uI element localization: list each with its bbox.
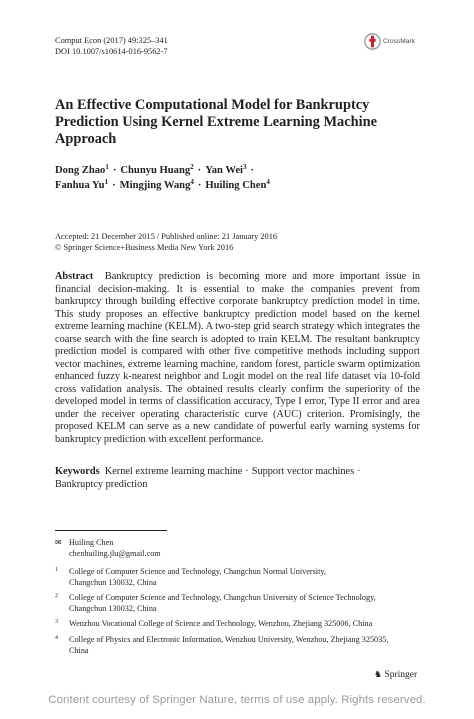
author-name: Huiling Chen (205, 180, 267, 191)
publication-dates (55, 232, 277, 253)
author-separator: · (112, 180, 116, 191)
affiliation-line: Wenzhou Vocational College of Science and Technology, Wenzhou, Zhejiang 325006, China (69, 619, 373, 628)
crossmark-label: CrossMark (383, 38, 415, 45)
affiliation-line: College of Computer Science and Technology, Changchun Normal University, (69, 567, 326, 576)
corresponding-author (55, 538, 161, 559)
author-affiliation-marker: 1 (104, 178, 109, 186)
journal-citation: Comput Econ (2017) 49:325–341 (55, 36, 168, 45)
author-list (55, 163, 425, 193)
keyword-separator: · (357, 466, 361, 477)
affiliation-line: China (69, 645, 89, 655)
keyword: Support vector machines (251, 466, 355, 477)
affiliation-number: 2 (55, 593, 58, 599)
crossmark-badge[interactable] (364, 33, 426, 51)
keyword: Kernel extreme learning machine (104, 466, 243, 477)
abstract (55, 271, 420, 446)
courtesy-notice: Content courtesy of Springer Nature, terms of use apply. Rights reserved. (48, 694, 426, 706)
author-affiliation-marker: 2 (190, 163, 194, 171)
author-line-1 (55, 163, 425, 178)
author-affiliation-marker: 4 (190, 178, 194, 186)
paper-title: An Effective Computational Model for Bankruptcy Prediction Using Kernel Extreme Learning Machine Approach (55, 97, 378, 147)
corresponding-author-email[interactable]: chenhuiling.jlu@gmail.com (69, 548, 161, 558)
author-separator: · (112, 165, 117, 176)
author-name: Mingjing Wang (119, 180, 191, 191)
copyright-line: © Springer Science+Business Media New York 2016 (55, 242, 234, 252)
corresponding-author-name: Huiling Chen (69, 538, 114, 547)
affiliation-line: College of Computer Science and Technology, Changchun University of Science Technology, (69, 593, 376, 602)
author-name: Yan Wei (205, 165, 243, 176)
doi: DOI 10.1007/s10614-016-9562-7 (55, 46, 168, 56)
author-separator: · (197, 165, 202, 176)
affiliation-line: College of Physics and Electronic Information, Wenzhou University, Wenzhou, Zhejiang 325035, (69, 635, 389, 644)
keyword: Bankruptcy prediction (55, 478, 148, 490)
author-separator: · (197, 180, 202, 191)
affiliation-number: 3 (55, 619, 58, 625)
author-affiliation-marker: 1 (105, 163, 109, 171)
abstract-label: Abstract (55, 271, 94, 282)
envelope-icon: ✉ (55, 538, 62, 547)
keyword-separator: · (245, 466, 249, 477)
keywords-label: Keywords (55, 466, 100, 477)
author-line-2 (55, 178, 425, 193)
affiliation-line: Changchun 130032, China (69, 603, 157, 613)
author-name: Chunyu Huang (120, 165, 191, 176)
footnote-divider (55, 530, 167, 531)
publisher-logo (374, 670, 417, 680)
author-separator: · (250, 165, 255, 176)
accepted-published-line: Accepted: 21 December 2015 / Published online: 21 January 2016 (55, 232, 278, 241)
journal-header (55, 36, 168, 57)
author-name: Dong Zhao (55, 165, 106, 176)
author-name: Fanhua Yu (55, 180, 105, 191)
crossmark-icon (364, 33, 381, 50)
publisher-name: Springer (384, 670, 418, 680)
abstract-text: Bankruptcy prediction is becoming more and more important issue in financial decision-making. It is essential to make the companies prevent from bankruptcy through building effective corporate bankruptcy prediction model in time. This study proposes an effective bankruptcy prediction model based on the kernel extreme learning machine (KELM). A two-step grid search strategy which integrates the coarse search with the fine search is adopted to train KELM. The resultant bankruptcy prediction model is compared with other five competitive methods including support vector machines, extreme learning machine, random forest, particle swarm optimization enhanced fuzzy k-nearest neighbor and Logit model on the real life dataset via 10-fold cross validation analysis. The obtained results clearly confirm the superiority of the developed model in terms of classification accuracy, Type I error, Type II error and area under the receiver operating characteristic curve (AUC) criterion. Promisingly, the proposed KELM can serve as a new candidate of powerful early warning systems for bankruptcy prediction with excellent performance. (55, 271, 420, 445)
affiliation-number: 4 (55, 635, 58, 641)
keywords (55, 466, 420, 491)
affiliation-line: Changchun 130032, China (69, 577, 157, 587)
author-affiliation-marker: 3 (243, 163, 247, 171)
affiliation-number: 1 (55, 567, 58, 573)
author-affiliation-marker: 4 (266, 178, 270, 186)
springer-horse-icon: ♞ (374, 670, 383, 680)
